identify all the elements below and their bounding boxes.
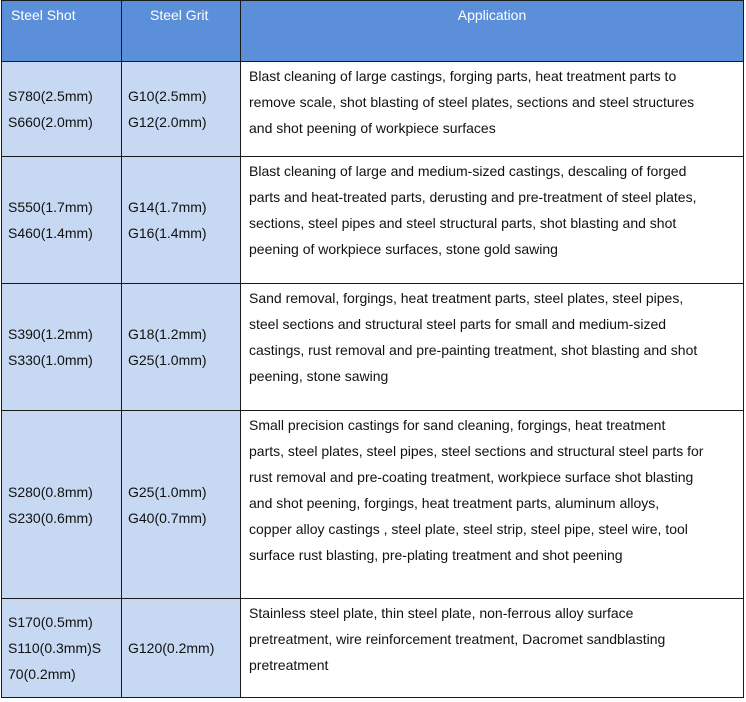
steel-grit-size: G120(0.2mm) bbox=[128, 640, 215, 656]
application-line: peening, stone sawing bbox=[249, 368, 389, 384]
steel-grit-cell bbox=[122, 62, 241, 157]
application-line: rust removal and pre-coating treatment, workpiece surface shot blasting bbox=[249, 469, 694, 485]
steel-shot-size: S780(2.5mm) bbox=[8, 88, 93, 104]
steel-grit-cell bbox=[122, 599, 241, 698]
application-cell bbox=[241, 599, 744, 698]
steel-grit-size: G14(1.7mm) bbox=[128, 199, 207, 215]
application-cell bbox=[241, 411, 744, 599]
application-line: peening of workpiece surfaces, stone gold sawing bbox=[249, 241, 558, 257]
header-steel-grit: Steel Grit bbox=[122, 1, 241, 62]
steel-shot-size: 70(0.2mm) bbox=[8, 666, 76, 682]
steel-grit-size: G10(2.5mm) bbox=[128, 88, 207, 104]
steel-shot-size: S330(1.0mm) bbox=[8, 352, 93, 368]
steel-grit-size: G16(1.4mm) bbox=[128, 225, 207, 241]
table-row bbox=[2, 284, 744, 411]
application-line: surface rust blasting, pre-plating treatment and shot peening bbox=[249, 547, 623, 563]
steel-grit-cell bbox=[122, 157, 241, 284]
steel-abrasive-table bbox=[1, 0, 744, 698]
steel-grit-size: G40(0.7mm) bbox=[128, 509, 207, 526]
steel-shot-cell bbox=[2, 62, 122, 157]
steel-shot-size: S550(1.7mm) bbox=[8, 199, 93, 215]
steel-shot-size: S170(0.5mm) bbox=[8, 614, 93, 630]
application-cell bbox=[241, 284, 744, 411]
application-line: and shot peening of workpiece surfaces bbox=[249, 120, 496, 136]
header-row bbox=[2, 1, 744, 62]
application-line: steel sections and structural steel parts for small and medium-sized bbox=[249, 316, 667, 332]
application-line: castings, rust removal and pre-painting treatment, shot blasting and shot bbox=[249, 342, 698, 358]
application-line: Blast cleaning of large and medium-sized castings, descaling of forged bbox=[249, 163, 687, 179]
application-line: parts and heat-treated parts, derusting and pre-treatment of steel plates, bbox=[249, 189, 697, 205]
steel-shot-cell bbox=[2, 284, 122, 411]
application-line: pretreatment, wire reinforcement treatment, Dacromet sandblasting bbox=[249, 631, 666, 647]
steel-grit-size: G25(1.0mm) bbox=[128, 352, 207, 368]
application-line: pretreatment bbox=[249, 657, 329, 673]
steel-grit-cell bbox=[122, 411, 241, 599]
steel-shot-cell bbox=[2, 411, 122, 599]
application-line: Stainless steel plate, thin steel plate, non-ferrous alloy surface bbox=[249, 605, 634, 621]
application-line: Blast cleaning of large castings, forging parts, heat treatment parts to bbox=[249, 68, 677, 84]
application-cell bbox=[241, 62, 744, 157]
application-line: sections, steel pipes and steel structural parts, shot blasting and shot bbox=[249, 215, 677, 231]
table-row bbox=[2, 62, 744, 157]
application-line: Small precision castings for sand cleaning, forgings, heat treatment bbox=[249, 417, 666, 433]
steel-grit-cell bbox=[122, 284, 241, 411]
table-row bbox=[2, 157, 744, 284]
steel-shot-size: S230(0.6mm) bbox=[8, 509, 93, 526]
steel-shot-cell bbox=[2, 599, 122, 698]
application-line: and shot peening, forgings, heat treatment parts, aluminum alloys, bbox=[249, 495, 660, 511]
application-line: copper alloy castings , steel plate, steel strip, steel pipe, steel wire, tool bbox=[249, 521, 688, 537]
steel-grit-size: G25(1.0mm) bbox=[128, 483, 207, 500]
application-cell bbox=[241, 157, 744, 284]
steel-shot-cell bbox=[2, 157, 122, 284]
steel-shot-size: S110(0.3mm)S bbox=[8, 640, 102, 656]
header-application: Application bbox=[241, 1, 744, 62]
steel-grit-size: G12(2.0mm) bbox=[128, 114, 207, 130]
application-line: parts, steel plates, steel pipes, steel sections and structural steel parts for bbox=[249, 443, 704, 459]
header-steel-shot: Steel Shot bbox=[2, 1, 122, 62]
application-line: Sand removal, forgings, heat treatment parts, steel plates, steel pipes, bbox=[249, 290, 684, 306]
steel-shot-size: S660(2.0mm) bbox=[8, 114, 93, 130]
table-row bbox=[2, 411, 744, 599]
table-row bbox=[2, 599, 744, 698]
steel-shot-size: S390(1.2mm) bbox=[8, 326, 93, 342]
steel-grit-size: G18(1.2mm) bbox=[128, 326, 207, 342]
steel-shot-size: S280(0.8mm) bbox=[8, 483, 93, 500]
application-line: remove scale, shot blasting of steel plates, sections and steel structures bbox=[249, 94, 695, 110]
steel-shot-size: S460(1.4mm) bbox=[8, 225, 93, 241]
